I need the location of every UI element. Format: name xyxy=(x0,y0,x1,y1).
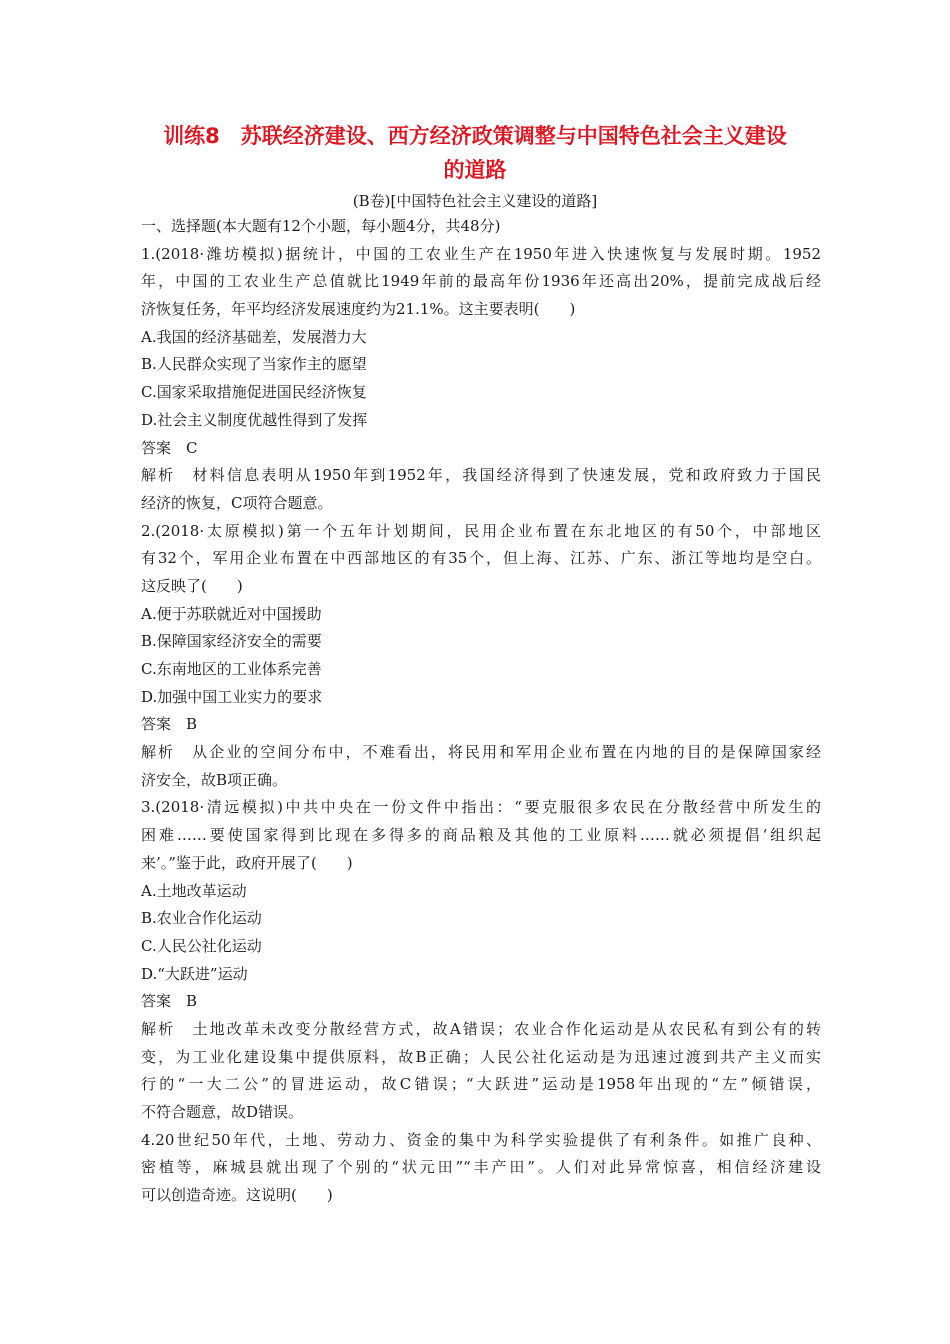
option-b: B.农业合作化运动 xyxy=(141,909,262,928)
option-b: B.保障国家经济安全的需要 xyxy=(141,632,322,651)
answer: 答案 B xyxy=(141,715,198,734)
option-c: C.国家采取措施促进国民经济恢复 xyxy=(141,383,367,402)
page-subtitle: (B卷)[中国特色社会主义建设的道路] xyxy=(352,192,598,210)
analysis-line: 行的“一大二公”的冒进运动，故C错误；“大跃进”运动是1958年出现的“左”倾错误， xyxy=(141,1075,821,1094)
question-stem-line: 可以创造奇迹。这说明( ) xyxy=(141,1186,333,1205)
document-body xyxy=(141,213,821,1210)
option-b: B.人民群众实现了当家作主的愿望 xyxy=(141,355,367,374)
question-3 xyxy=(141,794,821,1126)
option-a: A.便于苏联就近对中国援助 xyxy=(141,604,322,623)
question-stem-line: 3.(2018·清远模拟)中共中央在一份文件中指出：“要克服很多农民在分散经营中所发生的 xyxy=(141,798,821,817)
answer: 答案 C xyxy=(141,438,198,457)
question-stem-line: 来’。”鉴于此，政府开展了( ) xyxy=(141,853,353,872)
option-a: A.土地改革运动 xyxy=(141,881,247,900)
analysis-line: 解析 土地改革未改变分散经营方式，故A错误；农业合作化运动是从农民私有到公有的转 xyxy=(141,1019,821,1038)
analysis-line: 解析 材料信息表明从1950年到1952年，我国经济得到了快速发展，党和政府致力于国民 xyxy=(141,466,821,485)
question-4 xyxy=(141,1127,821,1210)
option-a: A.我国的经济基础差，发展潜力大 xyxy=(141,327,367,346)
analysis-line: 济安全，故B项正确。 xyxy=(141,770,288,789)
question-stem-line: 1.(2018·潍坊模拟)据统计，中国的工农业生产在1950年进入快速恢复与发展时期。1952 xyxy=(141,244,821,263)
section-header: 一、选择题(本大题有12个小题，每小题4分，共48分) xyxy=(141,217,501,235)
question-stem-line: 困难……要使国家得到比现在多得多的商品粮及其他的工业原料……就必须提倡‘组织起 xyxy=(141,826,821,845)
question-stem-line: 密植等，麻城县就出现了个别的“状元田”“丰产田”。人们对此异常惊喜，相信经济建设 xyxy=(141,1158,821,1177)
page-title-line-1: 训练8 苏联经济建设、西方经济政策调整与中国特色社会主义建设 xyxy=(163,124,787,148)
option-d: D.“大跃进”运动 xyxy=(141,964,248,983)
question-stem-line: 2.(2018·太原模拟)第一个五年计划期间，民用企业布置在东北地区的有50个，中部地区 xyxy=(141,521,821,540)
question-stem-line: 有32个，军用企业布置在中西部地区的有35个，但上海、江苏、广东、浙江等地均是空白。 xyxy=(141,549,821,568)
page-title-line-2: 的道路 xyxy=(443,158,507,182)
analysis-line: 不符合题意，故D错误。 xyxy=(141,1103,304,1121)
question-stem-line: 4.20世纪50年代，土地、劳动力、资金的集中为科学实验提供了有利条件。如推广良种、 xyxy=(141,1130,821,1149)
option-d: D.社会主义制度优越性得到了发挥 xyxy=(141,410,368,429)
option-d: D.加强中国工业实力的要求 xyxy=(141,687,323,706)
analysis-line: 经济的恢复，C项符合题意。 xyxy=(141,493,333,512)
option-c: C.东南地区的工业体系完善 xyxy=(141,660,322,678)
analysis-line: 变，为工业化建设集中提供原料，故B正确；人民公社化运动是为迅速过渡到共产主义而实 xyxy=(141,1047,821,1066)
question-2 xyxy=(141,518,821,795)
question-stem-line: 年，中国的工农业生产总值就比1949年前的最高年份1936年还高出20%，提前完成战后经 xyxy=(141,272,821,291)
analysis-line: 解析 从企业的空间分布中，不难看出，将民用和军用企业布置在内地的目的是保障国家经 xyxy=(141,743,821,762)
option-c: C.人民公社化运动 xyxy=(141,936,262,955)
answer: 答案 B xyxy=(141,992,198,1011)
question-stem-line: 济恢复任务，年平均经济发展速度约为21.1%。这主要表明( ) xyxy=(141,300,576,319)
question-1 xyxy=(141,241,821,518)
question-stem-line: 这反映了( ) xyxy=(141,576,243,595)
